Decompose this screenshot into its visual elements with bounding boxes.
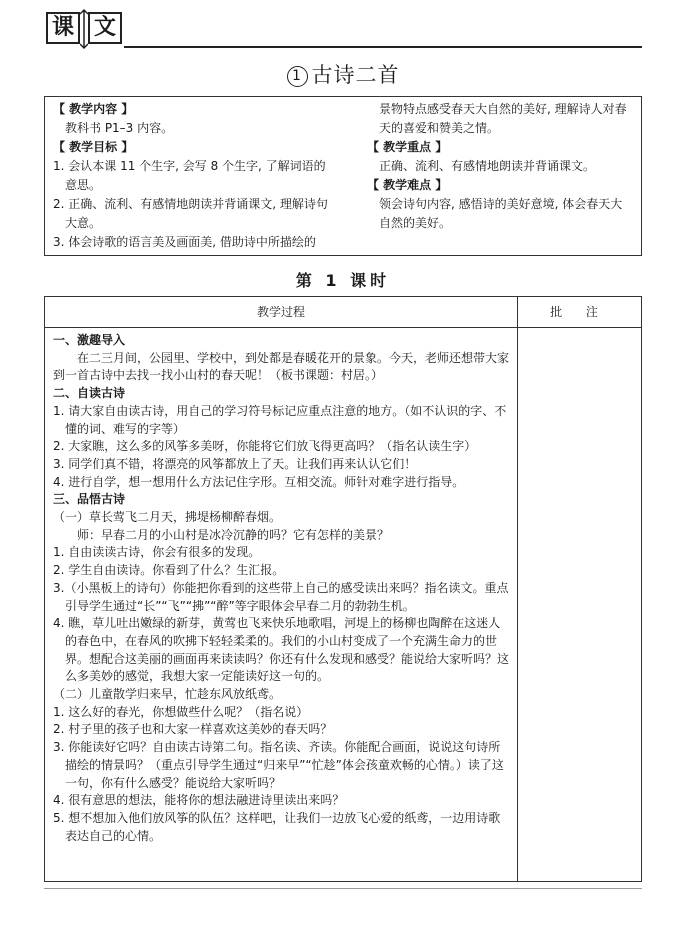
page-bottom-rule: [44, 888, 642, 889]
difficulties-text: 领会诗句内容, 感悟诗的美好意境, 体会春天大自然的美好。: [379, 197, 623, 230]
process-paragraph: 3. 你能读好它吗？自由读古诗第二句。指名读、齐读。你能配合画面，说说这句诗所描绘的情景吗？（重点引导学生通过“归来早”“忙趁”体会孩童欢畅的心情。）读了这一句，你有什么感受？能说给大家听吗？: [53, 740, 504, 790]
poem-line: （一）草长莺飞二月天，拂堤杨柳醉春烟。: [53, 510, 282, 525]
key-points-heading: 【 教学重点 】: [367, 140, 448, 154]
lesson-title: [0, 62, 686, 89]
column-divider: [517, 297, 518, 881]
process-paragraph: 4. 进行自学，想一想用什么方法记住字形。互相交流。师针对难字进行指导。: [53, 474, 465, 489]
process-paragraph: 4. 瞧，草儿吐出嫩绿的新芽，黄莺也飞来快乐地歌唱，河堤上的杨柳也陶醉在这迷人的春色中，在春风的吹拂下轻轻柔柔的。我们的小山村变成了一个充满生命力的世界。想配合这美丽的画面再来读读吗？你还有什么发现和感受？能说给大家听吗？这么多美妙的感觉，我想大家一定能读好这一句的。: [53, 616, 510, 684]
section-heading: 三、品悟古诗: [53, 492, 126, 507]
goal-item: 3. 体会诗歌的语言美及画面美, 借助诗中所描绘的: [53, 235, 316, 249]
goal-item: 1. 会认本课 11 个生字, 会写 8 个生字, 了解词语的意思。: [53, 159, 326, 192]
info-left-column: [53, 100, 337, 252]
teaching-process-table: [44, 296, 642, 882]
process-paragraph: 师：早春二月的小山村是冰冷沉静的吗？它有怎样的美景？: [77, 527, 390, 542]
lesson-number: 1: [287, 66, 308, 87]
book-spine-icon: [80, 8, 88, 50]
process-paragraph: 2. 村子里的孩子也和大家一样喜欢这美妙的春天吗？: [53, 722, 333, 737]
process-paragraph: 1. 这么好的春光，你想做些什么呢？（指名说）: [53, 704, 309, 719]
process-paragraph: 4. 很有意思的想法，能将你的想法融进诗里读出来吗？: [53, 793, 345, 808]
process-paragraph: 2. 学生自由读诗。你看到了什么？生汇报。: [53, 563, 285, 578]
badge-char-wen: 文: [88, 12, 122, 44]
info-right-column: [367, 100, 633, 233]
poem-line: （二）儿童散学归来早，忙趁东风放纸鸢。: [53, 687, 282, 702]
chapter-badge: [44, 6, 124, 52]
difficulties-heading: 【 教学难点 】: [367, 178, 448, 192]
process-body: [53, 332, 511, 845]
process-paragraph: 1. 请大家自由读古诗，用自己的学习符号标记应重点注意的地方。（如不认识的字、不懂的词、难写的字等）: [53, 403, 507, 436]
notes-column-header: 批 注: [550, 305, 608, 319]
badge-char-ke: 课: [46, 12, 80, 44]
process-paragraph: 在二三月间，公园里、学校中，到处都是春暖花开的景象。今天，老师还想带大家到一首古诗中去找一找小山村的春天呢！（板书课题：村居。）: [53, 350, 510, 383]
process-paragraph: 5. 想不想加入他们放风筝的队伍？这样吧，让我们一边放飞心爱的纸鸢，一边用诗歌表达自己的心情。: [53, 810, 501, 843]
header-rule: [124, 46, 642, 48]
content-heading: 【 教学内容 】: [53, 102, 134, 116]
content-text: 教科书 P1–3 内容。: [65, 121, 174, 135]
goals-heading: 【 教学目标 】: [53, 140, 134, 154]
process-paragraph: 3.（小黑板上的诗句）你能把你看到的这些带上自己的感受读出来吗？指名读文。重点引导学生通过“长”“飞”“拂”“醉”等字眼体会早春二月的勃勃生机。: [53, 580, 509, 613]
header-divider: [45, 327, 641, 328]
process-paragraph: 1. 自由读读古诗，你会有很多的发现。: [53, 545, 261, 560]
section-heading: 一、激趣导入: [53, 333, 126, 347]
section-heading: 二、自读古诗: [53, 386, 126, 401]
process-paragraph: 2. 大家瞧，这么多的风筝多美呀，你能将它们放飞得更高吗？（指名认读生字）: [53, 439, 477, 454]
process-column-header: 教学过程: [256, 305, 305, 319]
process-paragraph: 3. 同学们真不错，将漂亮的风筝都放上了天。让我们再来认认它们！: [53, 456, 417, 471]
goal-item-continued: 景物特点感受春天大自然的美好, 理解诗人对春天的喜爱和赞美之情。: [379, 102, 627, 135]
goal-item: 2. 正确、流利、有感情地朗读并背诵课文, 理解诗句大意。: [53, 197, 328, 230]
period-title: 第 1 课时: [295, 271, 391, 290]
key-points-text: 正确、流利、有感情地朗读并背诵课文。: [379, 159, 596, 173]
lesson-info-box: [44, 96, 642, 256]
lesson-title-text: 古诗二首: [311, 63, 400, 87]
